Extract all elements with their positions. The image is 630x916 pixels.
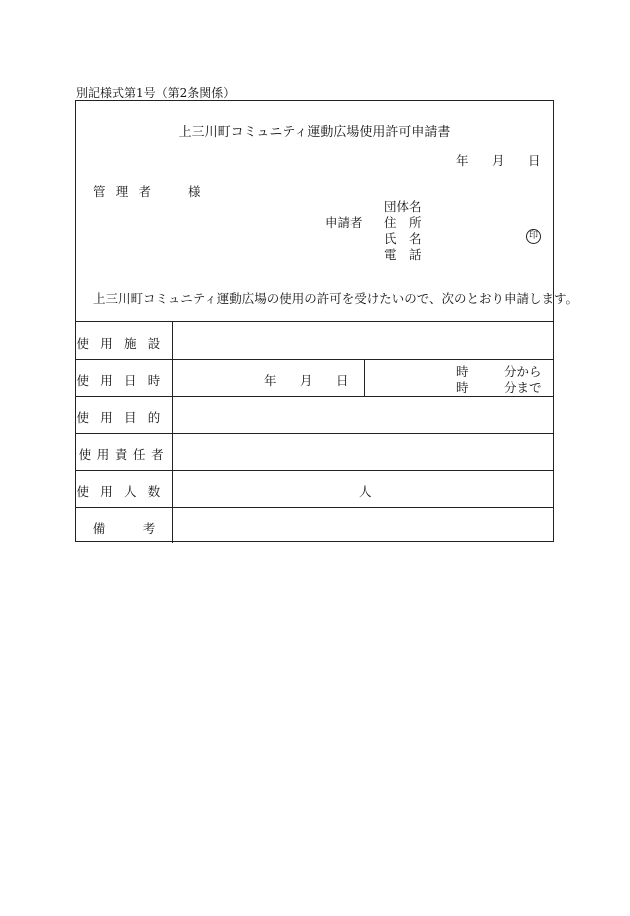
datetime-month: 月	[300, 373, 313, 388]
row-label-headcount: 使用人数	[76, 484, 172, 499]
time-to-hour: 時	[456, 380, 469, 395]
date-day: 日	[528, 153, 541, 168]
applicant-label: 申請者	[325, 215, 363, 230]
datetime-day: 日	[336, 373, 349, 388]
application-form	[75, 100, 579, 542]
row-label-purpose: 使用目的	[76, 410, 172, 425]
addressee-label: 管 理 者	[93, 184, 155, 199]
time-to-minute: 分まで	[504, 380, 542, 395]
row-label-facility: 使用施設	[76, 336, 172, 351]
headcount-unit: 人	[359, 484, 372, 499]
seal-icon: 印	[526, 229, 541, 244]
applicant-field-name: 氏 名	[384, 231, 422, 246]
applicant-field-phone: 電 話	[384, 247, 422, 262]
datetime-year: 年	[264, 373, 277, 388]
date-month: 月	[492, 153, 505, 168]
applicant-field-group: 団体名	[384, 199, 422, 214]
time-from-minute: 分から	[504, 364, 542, 379]
application-statement: 上三川町コミュニティ運動広場の使用の許可を受けたいので、次のとおり申請します。	[93, 291, 579, 306]
form-title: 上三川町コミュニティ運動広場使用許可申請書	[178, 125, 451, 140]
addressee-honorific: 様	[188, 184, 201, 199]
row-label-responsible: 使用責任者	[78, 447, 170, 462]
time-from-hour: 時	[456, 364, 469, 379]
row-label-remarks: 備 考	[92, 521, 156, 536]
applicant-field-address: 住 所	[384, 215, 422, 230]
row-label-datetime: 使用日時	[76, 373, 172, 388]
form-reference: 別記様式第1号（第2条関係）	[76, 86, 236, 100]
date-year: 年	[456, 153, 469, 168]
